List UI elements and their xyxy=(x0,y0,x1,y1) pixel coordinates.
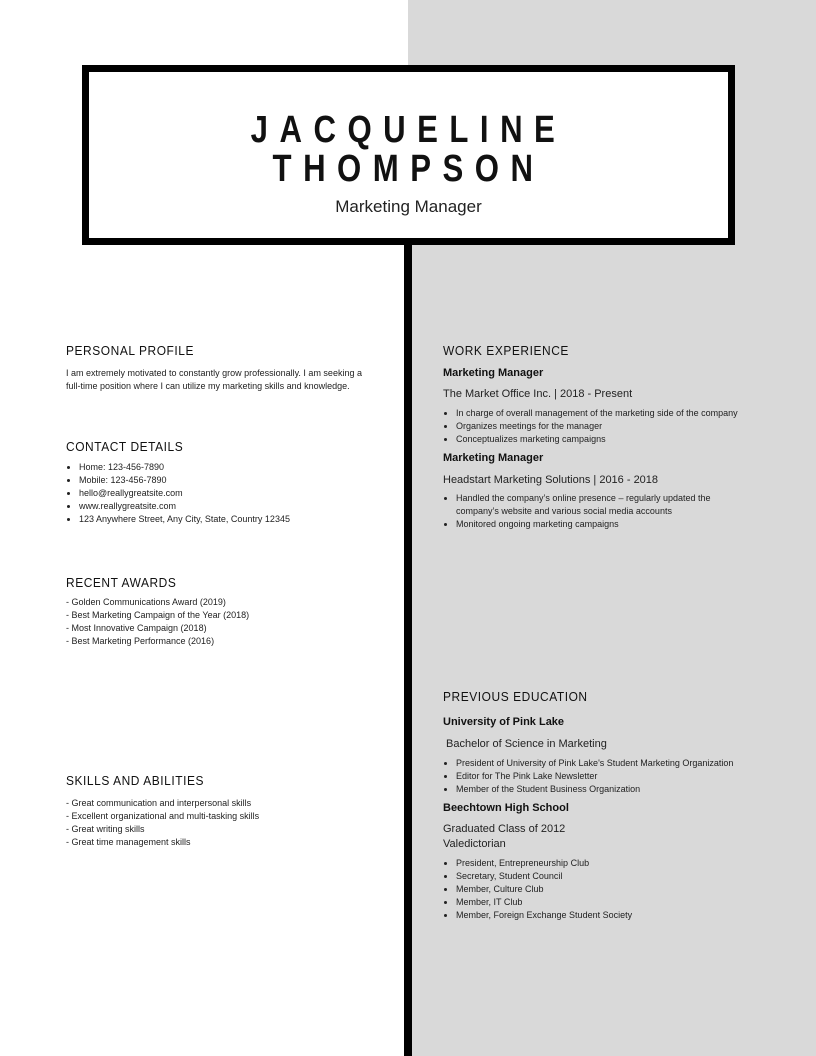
school-2-graduation: Graduated Class of 2012 xyxy=(443,823,566,835)
job-2-title: Marketing Manager xyxy=(443,452,544,464)
skills-heading: SKILLS AND ABILITIES xyxy=(66,773,205,788)
skill-item: - Great time management skills xyxy=(66,837,191,847)
school-1-bullet: • Member of the Student Business Organization xyxy=(456,783,786,796)
last-name: THOMPSON xyxy=(272,148,545,190)
first-name: JACQUELINE xyxy=(250,109,567,151)
school-2-bullet: • President, Entrepreneurship Club xyxy=(456,857,786,870)
job-1-company: The Market Office Inc. | 2018 - Present xyxy=(443,388,633,400)
profile-text xyxy=(66,367,386,393)
job-2-company: Headstart Marketing Solutions | 2016 - 2018 xyxy=(443,474,659,486)
awards-heading: RECENT AWARDS xyxy=(66,575,177,590)
contact-home: • Home: 123-456-7890 xyxy=(79,461,399,474)
experience-heading: WORK EXPERIENCE xyxy=(443,343,569,358)
contact-email: • hello@reallygreatsite.com xyxy=(79,487,399,500)
award-item: - Golden Communications Award (2019) xyxy=(66,597,226,607)
contact-mobile: • Mobile: 123-456-7890 xyxy=(79,474,399,487)
skill-item: - Great writing skills xyxy=(66,824,145,834)
school-2-honor: Valedictorian xyxy=(443,838,506,850)
job-1-bullet: • Conceptualizes marketing campaigns xyxy=(456,433,776,446)
school-2-bullet: • Member, Culture Club xyxy=(456,883,786,896)
school-1-bullet: • President of University of Pink Lake's Student Marketing Organization xyxy=(456,757,786,770)
school-2-bullet: • Member, Foreign Exchange Student Society xyxy=(456,909,786,922)
skill-item: - Great communication and interpersonal skills xyxy=(66,798,252,808)
job-1-bullet: • In charge of overall management of the marketing side of the company xyxy=(456,407,776,420)
contact-address: • 123 Anywhere Street, Any City, State, Country 12345 xyxy=(79,513,399,526)
award-item: - Most Innovative Campaign (2018) xyxy=(66,623,207,633)
school-1-degree: Bachelor of Science in Marketing xyxy=(446,738,607,750)
profile-line-1: I am extremely motivated to constantly grow professionally. I am seeking a xyxy=(66,368,362,378)
contact-list xyxy=(66,461,399,526)
job-2-bullets xyxy=(443,492,741,531)
school-1-bullet: • Editor for The Pink Lake Newsletter xyxy=(456,770,786,783)
education-heading: PREVIOUS EDUCATION xyxy=(443,689,588,704)
header-box xyxy=(82,65,735,245)
award-item: - Best Marketing Performance (2016) xyxy=(66,636,215,646)
school-2-bullet: • Member, IT Club xyxy=(456,896,786,909)
school-2-name: Beechtown High School xyxy=(443,802,569,814)
school-1-name: University of Pink Lake xyxy=(443,716,565,728)
contact-heading: CONTACT DETAILS xyxy=(66,439,184,454)
job-2-bullet: • Monitored ongoing marketing campaigns xyxy=(456,518,741,531)
skills-list xyxy=(66,797,386,849)
award-item: - Best Marketing Campaign of the Year (2018) xyxy=(66,610,250,620)
profile-heading: PERSONAL PROFILE xyxy=(66,343,195,358)
job-title-header: Marketing Manager xyxy=(335,197,482,216)
school-1-bullets xyxy=(443,757,786,796)
skill-item: - Excellent organizational and multi-tasking skills xyxy=(66,811,260,821)
job-1-title: Marketing Manager xyxy=(443,367,544,379)
school-2-bullets xyxy=(443,857,786,922)
job-2-bullet: • Handled the company’s online presence – regularly updated the company’s website and various social media accounts xyxy=(456,492,741,518)
school-2-bullet: • Secretary, Student Council xyxy=(456,870,786,883)
profile-line-2: full-time position where I can utilize my marketing skills and knowledge. xyxy=(66,381,350,391)
awards-list xyxy=(66,596,386,648)
job-1-bullet: • Organizes meetings for the manager xyxy=(456,420,776,433)
vertical-divider xyxy=(404,242,412,1056)
job-1-bullets xyxy=(443,407,776,446)
contact-website: • www.reallygreatsite.com xyxy=(79,500,399,513)
